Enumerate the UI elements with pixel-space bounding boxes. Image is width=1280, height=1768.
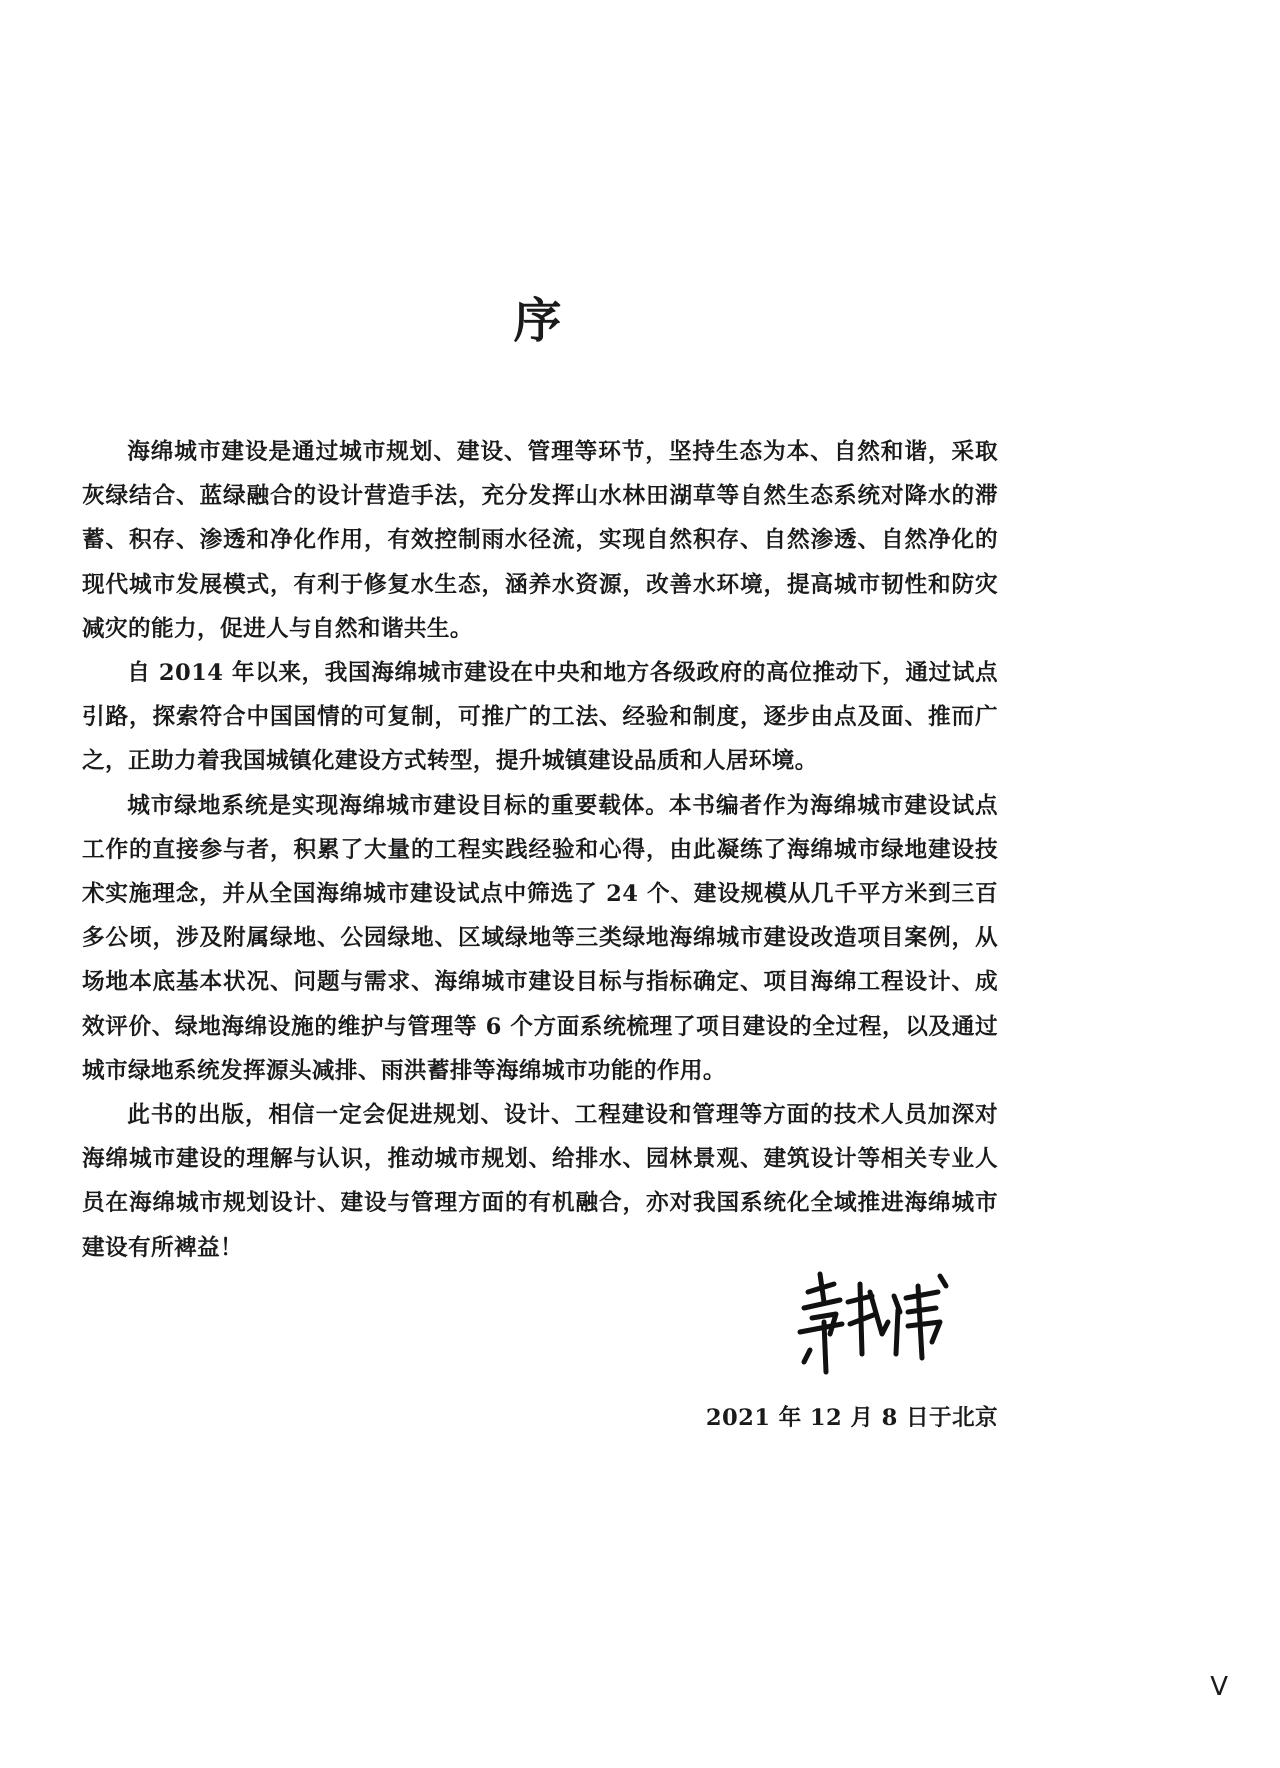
paragraph-2: 自 2014 年以来，我国海绵城市建设在中央和地方各级政府的高位推动下，通过试点引路，探索符合中国国情的可复制，可推广的工法、经验和制度，逐步由点及面、推而广之，正助力着我国城镇化建设方式转型，提升城镇建设品质和人居环境。: [82, 660, 998, 775]
paragraph-3: 城市绿地系统是实现海绵城市建设目标的重要载体。本书编者作为海绵城市建设试点工作的直接参与者，积累了大量的工程实践经验和心得，由此凝练了海绵城市绿地建设技术实施理念，并从全国海绵城市建设试点中筛选了 24 个、建设规模从几千平方米到三百多公顷，涉及附属绿地、公园绿地、区域绿地等三类绿地海绵城市建设改造项目案例，从场地本底基本状况、问题与需求、海绵城市建设目标与指标确定、项目海绵工程设计、成效评价、绿地海绵设施的维护与管理等 6 个方面系统梳理了项目建设的全过程，以及通过城市绿地系统发挥源头减排、雨洪蓄排等海绵城市功能的作用。: [82, 792, 998, 1084]
page-number: V: [1210, 1672, 1228, 1702]
page-title: 序: [513, 293, 564, 349]
date-line: 2021 年 12 月 8 日于北京: [705, 1405, 998, 1431]
paragraph-4: 此书的出版，相信一定会促进规划、设计、工程建设和管理等方面的技术人员加深对海绵城市建设的理解与认识，推动城市规划、给排水、园林景观、建筑设计等相关专业人员在海绵城市规划设计、建设与管理方面的有机融合，亦对我国系统化全域推进海绵城市建设有所裨益！: [82, 1102, 998, 1261]
paragraph-1: 海绵城市建设是通过城市规划、建设、管理等环节，坚持生态为本、自然和谐，采取灰绿结合、蓝绿融合的设计营造手法，充分发挥山水林田湖草等自然生态系统对降水的滞蓄、积存、渗透和净化作用，有效控制雨水径流，实现自然积存、自然渗透、自然净化的现代城市发展模式，有利于修复水生态，涵养水资源，改善水环境，提高城市韧性和防灾减灾的能力，促进人与自然和谐共生。: [82, 439, 998, 642]
handwritten-signature: [790, 1262, 950, 1382]
preface-body: [82, 430, 998, 1270]
